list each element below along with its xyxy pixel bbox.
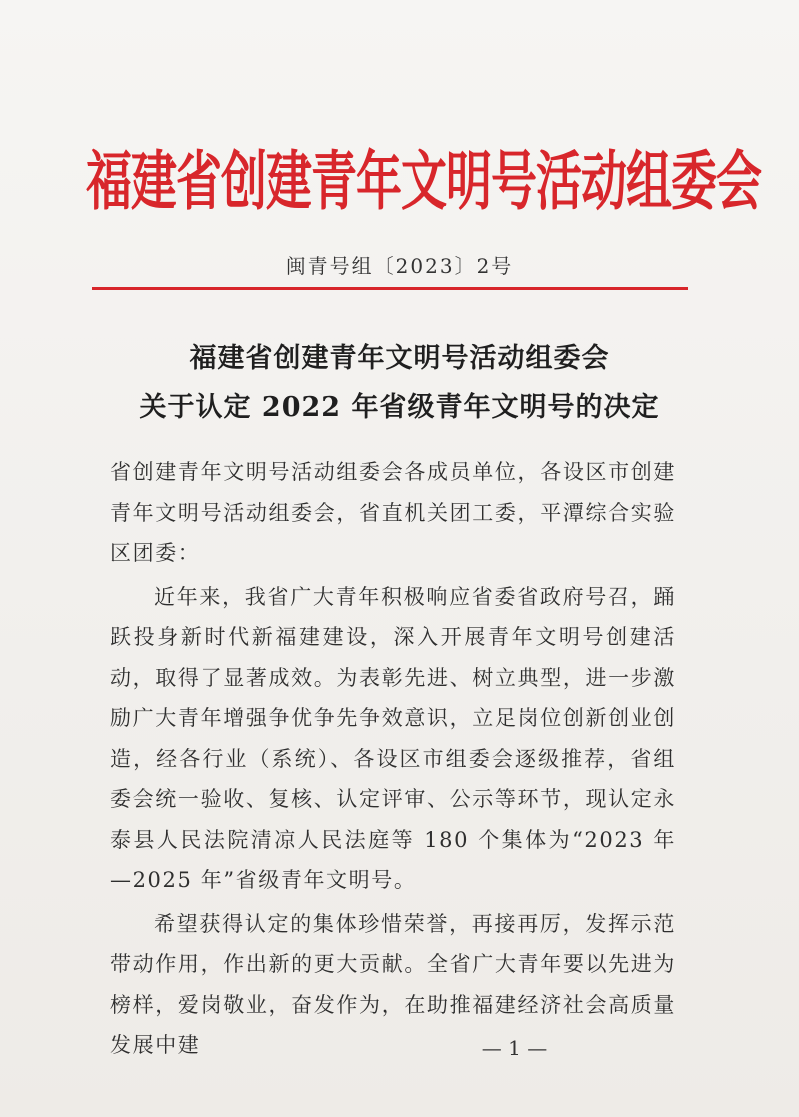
document-title-line-1: 福建省创建青年文明号活动组委会 <box>189 343 610 374</box>
document-number: 闽青号组〔2023〕2号 <box>285 254 514 278</box>
document-body <box>110 452 676 1066</box>
body-paragraph-2: 希望获得认定的集体珍惜荣誉，再接再厉，发挥示范带动作用，作出新的更大贡献。全省广大青年要以先进为榜样，爱岗敬业，奋发作为，在助推福建经济社会高质量发展中建 <box>110 911 676 1057</box>
document-title-line-2: 关于认定 2022 年省级青年文明号的决定 <box>139 392 660 423</box>
page-number: — 1 — <box>481 1036 548 1060</box>
salutation: 省创建青年文明号活动组委会各成员单位，各设区市创建青年文明号活动组委会，省直机关团工委，平潭综合实验区团委： <box>110 460 676 565</box>
body-paragraph-1: 近年来，我省广大青年积极响应省委省政府号召，踊跃投身新时代新福建建设，深入开展青年文明号创建活动，取得了显著成效。为表彰先进、树立典型，进一步激励广大青年增强争优争先争效意识，立足岗位创新创业创造，经各行业（系统）、各设区市组委会逐级推荐，省组委会统一验收、复核、认定评审、公示等环节，现认定永泰县人民法院清凉人民法庭等 180 个集体为“2023 年—2025 年”省级青年文明号。 <box>110 584 676 892</box>
red-header-divider <box>92 287 688 290</box>
issuing-org-masthead: 福建省创建青年文明号活动组委会 <box>86 143 761 219</box>
